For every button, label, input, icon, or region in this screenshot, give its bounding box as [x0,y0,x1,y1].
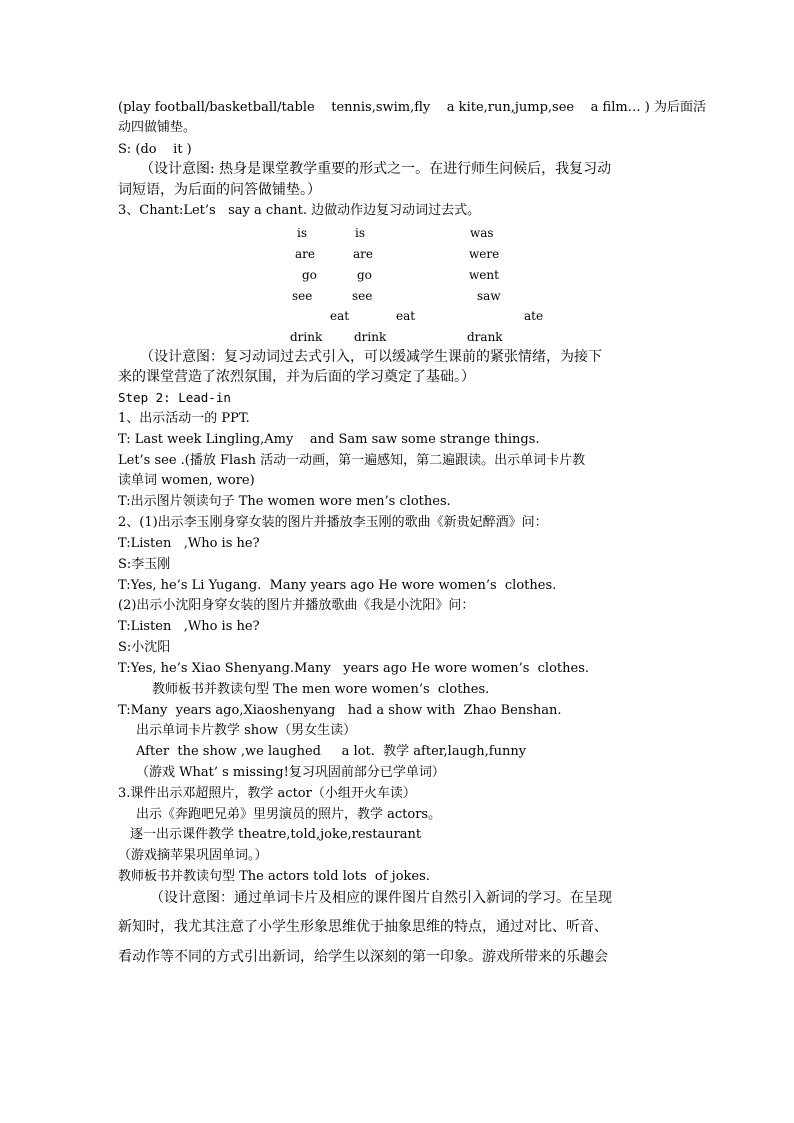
text-line: （游戏摘苹果巩固单词。） [118,848,268,863]
text-line: 2、(1)出示李玉刚身穿女装的图片并播放李玉刚的歌曲《新贵妃醉酒》问： [118,515,548,530]
text-line: （游戏 What’ s missing!复习巩固前部分已学单词） [136,765,445,780]
chant-word: are [353,247,373,261]
chant-word: eat [330,309,350,323]
text-line: T:Listen ,Who is he? [118,619,260,634]
text-line: S:李玉刚 [118,557,171,572]
chant-word: saw [477,289,501,303]
chant-word: drink [354,330,387,344]
section-heading: 3、Chant:Let’s say a chant. 边做动作边复习动词过去式。 [118,203,481,218]
chant-word: went [469,268,499,282]
design-intent-paragraph: （设计意图: 热身是课堂教学重要的形式之一。在进行师生问候后，我复习动 [140,161,612,177]
chant-word: drink [290,330,323,344]
step-heading: Step 2: Lead-in [118,390,231,405]
text-line: T:出示图片领读句子 The women wore men’s clothes. [118,494,451,509]
text-line: (2)出示小沈阳身穿女装的图片并播放歌曲《我是小沈阳》问： [118,598,475,613]
chant-word: see [292,289,313,303]
text-line: 词短语，为后面的问答做铺垫。） [118,182,321,198]
text-line: 1、出示活动一的 PPT. [118,411,250,426]
text-line: 3.课件出示邓超照片，教学 actor（小组开火车读） [118,786,416,801]
chant-word: see [352,289,373,303]
text-line: T: Last week Lingling,Amy and Sam saw some strange things. [118,432,540,447]
chant-word: was [470,226,494,240]
text-line: 出示《奔跑吧兄弟》里男演员的照片，教学 actors。 [136,807,442,822]
text-line: 新知时，我尤其注意了小学生形象思维优于抽象思维的特点，通过对比、听音、 [118,919,608,935]
text-line: Let’s see .(播放 Flash 活动一动画，第一遍感知，第二遍跟读。出示单词卡片教 [118,453,586,468]
design-intent-paragraph: （设计意图：通过单词卡片及相应的课件图片自然引入新词的学习。在呈现 [150,890,612,906]
text-line: 教师板书并教读句型 The actors told lots of jokes. [118,869,430,884]
text-line: S:小沈阳 [118,640,171,655]
text-line: 看动作等不同的方式引出新词，给学生以深刻的第一印象。游戏所带来的乐趣会 [118,949,608,965]
chant-word: were [469,247,500,261]
chant-word: is [355,226,365,240]
text-line: 来的课堂营造了浓烈氛围，并为后面的学习奠定了基础。） [118,369,475,385]
text-line: 教师板书并教读句型 The men wore women’s clothes. [152,682,490,697]
text-line: 出示单词卡片教学 show（男女生读） [136,723,357,738]
chant-word: is [297,226,307,240]
chant-word: drank [467,330,503,344]
chant-word: eat [396,309,416,323]
text-line: S: (do it ) [118,142,192,157]
text-line: (play football/basketball/table tennis,swim,fly a kite,run,jump,see a film… ) 为后面活 [118,100,707,115]
text-line: After the show ,we laughed a lot. 教学 after,laugh,funny [136,744,527,759]
chant-word: ate [524,309,544,323]
text-line: 动四做铺垫。 [118,120,197,135]
chant-word: are [295,247,315,261]
design-intent-paragraph: （设计意图：复习动词过去式引入，可以缓减学生课前的紧张情绪，为接下 [140,349,602,365]
text-line: T:Yes, he’s Xiao Shenyang.Many years ago He wore women’s clothes. [118,661,590,676]
chant-word: go [302,268,317,282]
text-line: T:Many years ago,Xiaoshenyang had a show with Zhao Benshan. [118,703,562,718]
text-line: 读单词 women, wore) [118,473,255,488]
chant-word: go [357,268,372,282]
text-line: T:Yes, he’s Li Yugang. Many years ago He wore women’s clothes. [118,578,557,593]
text-line: T:Listen ,Who is he? [118,536,260,551]
text-line: 逐一出示课件教学 theatre,told,joke,restaurant [130,827,422,842]
